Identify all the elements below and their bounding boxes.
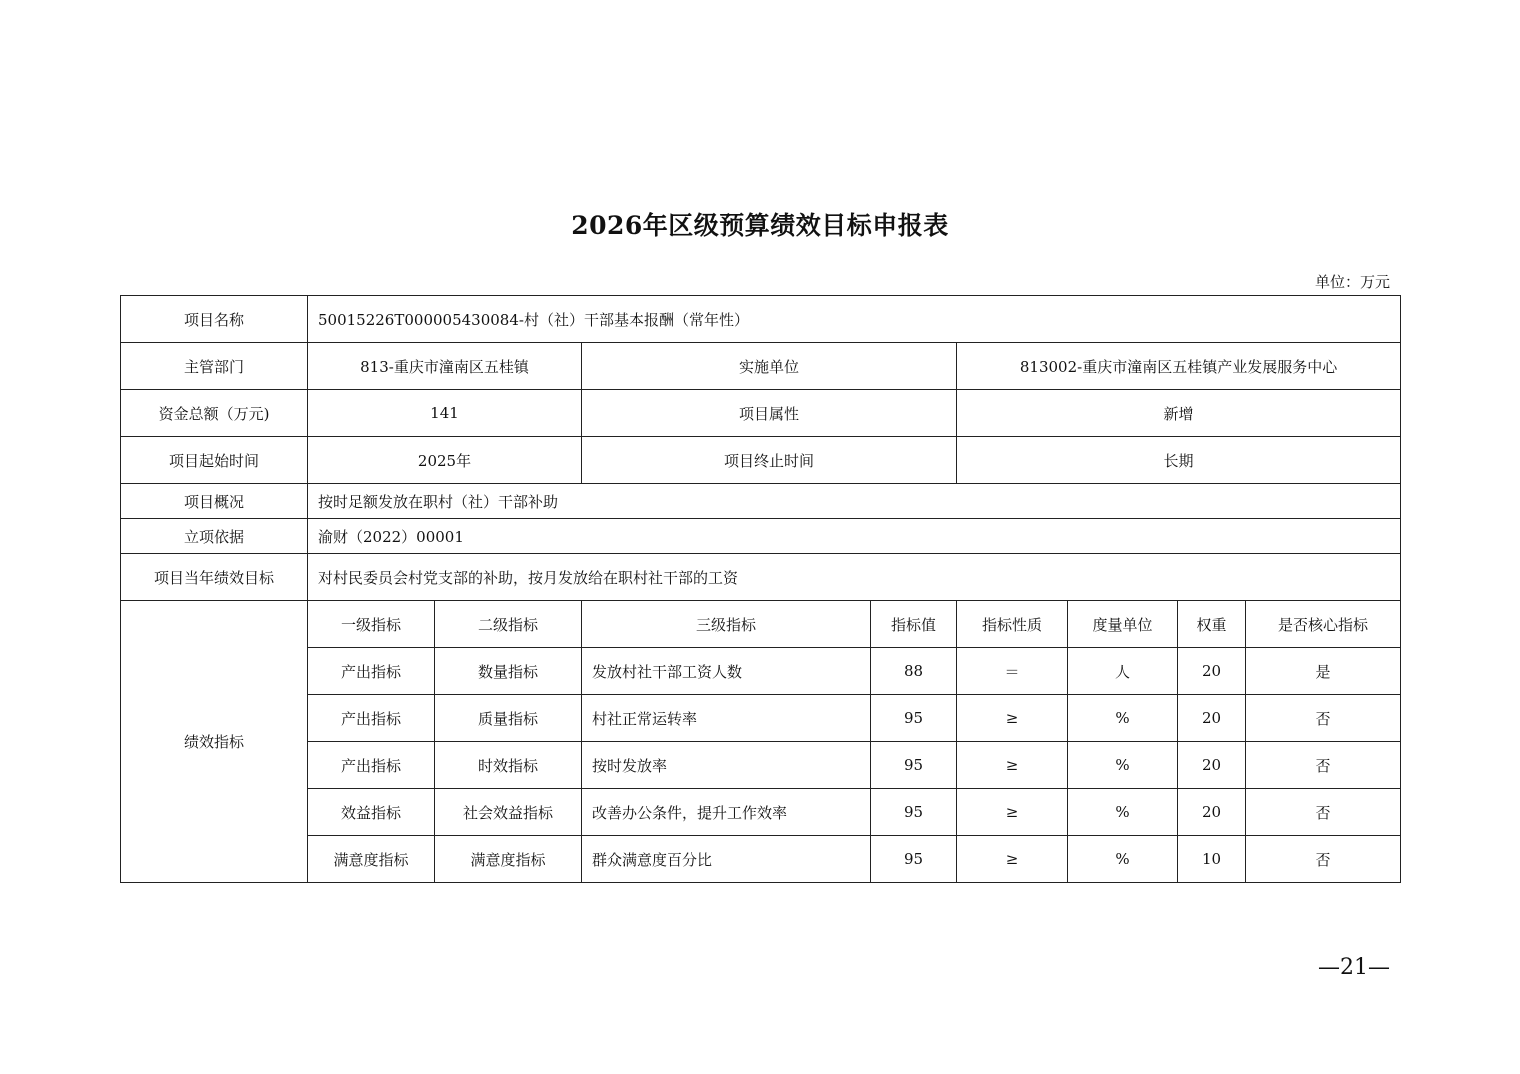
basis-label: 立项依据 [121,519,308,554]
level3: 发放村社干部工资人数 [582,648,871,695]
value: 95 [871,789,957,836]
column-header: 三级指标 [582,601,871,648]
attr-value: 新增 [957,390,1401,437]
table-row [121,437,1401,484]
level2: 数量指标 [435,648,582,695]
unit: % [1068,789,1178,836]
column-header: 指标值 [871,601,957,648]
weight: 10 [1178,836,1246,883]
table-row [121,390,1401,437]
page-title: 2026年区级预算绩效目标申报表 [571,211,949,240]
nature: ＝ [957,648,1068,695]
unit: % [1068,742,1178,789]
end-label: 项目终止时间 [582,437,957,484]
level2: 质量指标 [435,695,582,742]
value: 95 [871,742,957,789]
indicator-row [121,836,1401,883]
page-number: —21— [1318,955,1390,980]
fund-label: 资金总额（万元) [121,390,308,437]
project-name-label: 项目名称 [121,296,308,343]
budget-table [120,295,1401,883]
column-header: 是否核心指标 [1246,601,1401,648]
dept-value: 813-重庆市潼南区五桂镇 [308,343,582,390]
table-row [121,484,1401,519]
overview-label: 项目概况 [121,484,308,519]
unit: % [1068,836,1178,883]
level3: 群众满意度百分比 [582,836,871,883]
project-name-value: 50015226T000005430084-村（社）干部基本报酬（常年性） [308,296,1401,343]
level2: 时效指标 [435,742,582,789]
column-header: 指标性质 [957,601,1068,648]
column-header: 度量单位 [1068,601,1178,648]
table-row [121,554,1401,601]
overview-value: 按时足额发放在职村（社）干部补助 [308,484,1401,519]
core: 否 [1246,695,1401,742]
level1: 满意度指标 [308,836,435,883]
unit-label: 单位：万元 [1314,273,1390,291]
core: 否 [1246,836,1401,883]
table-row [121,519,1401,554]
level2: 满意度指标 [435,836,582,883]
level1: 产出指标 [308,648,435,695]
column-header: 一级指标 [308,601,435,648]
nature: ≥ [957,789,1068,836]
core: 是 [1246,648,1401,695]
attr-label: 项目属性 [582,390,957,437]
nature: ≥ [957,742,1068,789]
impl-value: 813002-重庆市潼南区五桂镇产业发展服务中心 [957,343,1401,390]
level3: 改善办公条件，提升工作效率 [582,789,871,836]
weight: 20 [1178,695,1246,742]
level3: 按时发放率 [582,742,871,789]
weight: 20 [1178,742,1246,789]
table-row [121,296,1401,343]
level1: 效益指标 [308,789,435,836]
basis-value: 渝财（2022）00001 [308,519,1401,554]
weight: 20 [1178,648,1246,695]
level2: 社会效益指标 [435,789,582,836]
level1: 产出指标 [308,695,435,742]
indicator-row [121,789,1401,836]
nature: ≥ [957,836,1068,883]
goal-value: 对村民委员会村党支部的补助，按月发放给在职村社干部的工资 [308,554,1401,601]
value: 95 [871,695,957,742]
start-value: 2025年 [308,437,582,484]
fund-value: 141 [308,390,582,437]
start-label: 项目起始时间 [121,437,308,484]
column-header: 二级指标 [435,601,582,648]
unit: 人 [1068,648,1178,695]
weight: 20 [1178,789,1246,836]
impl-label: 实施单位 [582,343,957,390]
dept-label: 主管部门 [121,343,308,390]
goal-label: 项目当年绩效目标 [121,554,308,601]
core: 否 [1246,742,1401,789]
nature: ≥ [957,695,1068,742]
indicator-row [121,648,1401,695]
indicator-header-row [121,601,1401,648]
indicator-row [121,742,1401,789]
unit: % [1068,695,1178,742]
core: 否 [1246,789,1401,836]
level3: 村社正常运转率 [582,695,871,742]
indicators-section-label: 绩效指标 [121,601,308,883]
level1: 产出指标 [308,742,435,789]
indicator-row [121,695,1401,742]
column-header: 权重 [1178,601,1246,648]
end-value: 长期 [957,437,1401,484]
value: 95 [871,836,957,883]
table-row [121,343,1401,390]
value: 88 [871,648,957,695]
